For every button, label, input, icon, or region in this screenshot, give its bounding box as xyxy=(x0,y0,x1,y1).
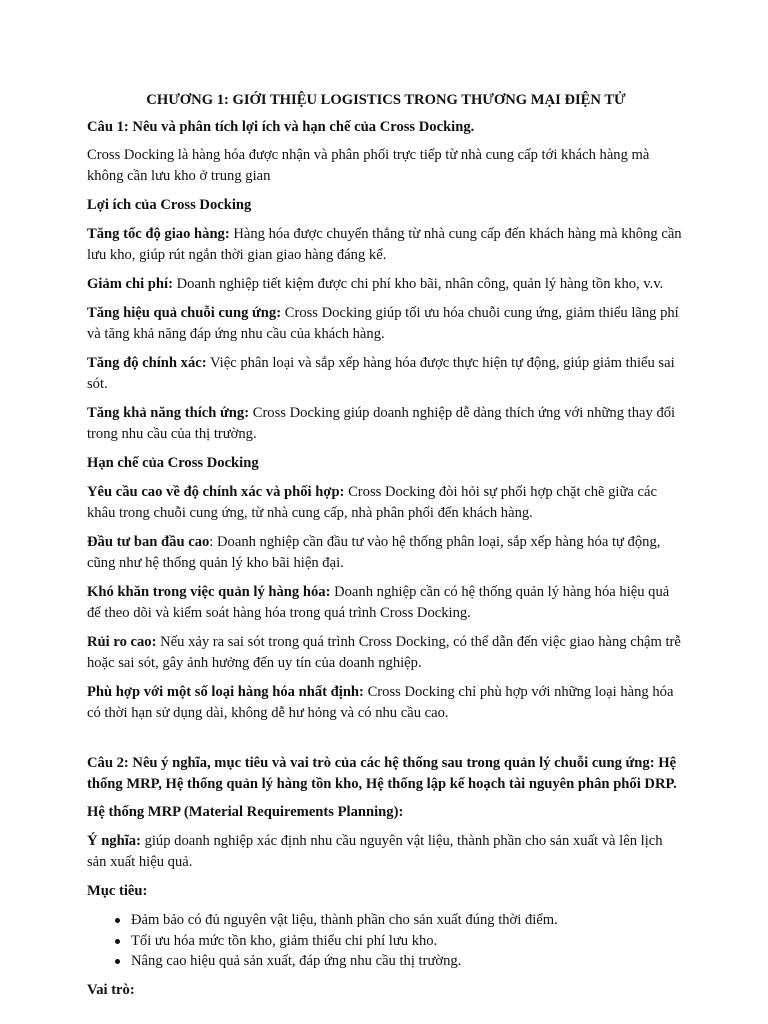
benefit-text: Việc phân loại và sắp xếp hàng hóa được thực hiện tự động, giúp giảm thiểu sai sót. xyxy=(87,355,675,392)
paragraph-spacer xyxy=(87,732,685,753)
meaning-text: giúp doanh nghiệp xác định nhu cầu nguyên vật liệu, thành phần cho sản xuất và lên lịch sản xuất hiệu quả. xyxy=(87,833,663,870)
cross-docking-definition: Cross Docking là hàng hóa được nhận và phân phối trực tiếp từ nhà cung cấp tới khách hàng mà không cần lưu kho ở trung gian xyxy=(87,147,650,184)
limitation-item xyxy=(87,482,685,524)
question-1-heading: Câu 1: Nêu và phân tích lợi ích và hạn chế của Cross Docking. xyxy=(87,119,475,135)
benefit-item xyxy=(87,224,685,266)
limitation-item xyxy=(87,632,685,674)
list-item xyxy=(87,910,685,931)
limitation-item xyxy=(87,532,685,574)
benefit-term: Tăng độ chính xác: xyxy=(87,355,207,371)
limitation-term: Đầu tư ban đầu cao xyxy=(87,534,210,550)
mrp-meaning xyxy=(87,831,685,873)
benefit-term: Tăng tốc độ giao hàng: xyxy=(87,226,230,242)
benefit-term: Tăng khả năng thích ứng: xyxy=(87,405,250,421)
benefit-text: Cross Docking giúp doanh nghiệp dễ dàng thích ứng với những thay đổi trong nhu cầu của thị trường. xyxy=(87,405,676,442)
goal-text: Nâng cao hiệu quả sản xuất, đáp ứng nhu cầu thị trường. xyxy=(131,953,462,969)
benefit-item xyxy=(87,353,685,395)
role-heading: Vai trò: xyxy=(87,981,135,998)
goals-heading: Mục tiêu: xyxy=(87,883,148,899)
chapter-title: CHƯƠNG 1: GIỚI THIỆU LOGISTICS TRONG THƯƠNG MẠI ĐIỆN TỬ xyxy=(146,92,626,108)
bullet-icon xyxy=(115,918,120,923)
limitation-text: Nếu xảy ra sai sót trong quá trình Cross Docking, có thể dẫn đến việc giao hàng chậm trễ hoặc sai sót, gây ảnh hưởng đến uy tín của doanh nghiệp. xyxy=(87,634,681,671)
benefit-item xyxy=(87,403,685,445)
question-2-heading: Câu 2: Nêu ý nghĩa, mục tiêu và vai trò của các hệ thống sau trong quản lý chuỗi cung ứng: Hệ thống MRP, Hệ thống quản lý hàng tồn kho, Hệ thống lập kế hoạch tài nguyên phân phối DRP. xyxy=(87,755,677,792)
limitation-term: Yêu cầu cao về độ chính xác và phối hợp: xyxy=(87,484,345,500)
benefit-text: Doanh nghiệp tiết kiệm được chi phí kho bãi, nhân công, quản lý hàng tồn kho, v.v. xyxy=(172,276,664,292)
goals-list xyxy=(87,910,685,972)
limitation-text: Cross Docking đòi hỏi sự phối hợp chặt chẽ giữa các khâu trong chuỗi cung ứng, từ nhà cung cấp, nhà phân phối đến khách hàng. xyxy=(87,484,657,521)
list-item xyxy=(87,931,685,952)
limitation-text: Doanh nghiệp cần có hệ thống quản lý hàng hóa hiệu quả để theo dõi và kiểm soát hàng hóa trong quá trình Cross Docking. xyxy=(87,584,670,621)
benefit-item xyxy=(87,274,685,295)
benefit-term: Tăng hiệu quả chuỗi cung ứng: xyxy=(87,305,282,321)
list-item xyxy=(87,951,685,972)
limitation-item xyxy=(87,682,685,724)
limitations-heading: Hạn chế của Cross Docking xyxy=(87,455,259,471)
document-page xyxy=(87,90,685,1009)
bullet-icon xyxy=(115,959,120,964)
goal-text: Tối ưu hóa mức tồn kho, giảm thiểu chi phí lưu kho. xyxy=(131,932,438,949)
limitation-term: Rủi ro cao: xyxy=(87,634,157,650)
mrp-heading: Hệ thống MRP (Material Requirements Planning): xyxy=(87,804,404,820)
meaning-term: Ý nghĩa: xyxy=(87,833,141,849)
benefit-term: Giảm chi phí: xyxy=(87,276,173,292)
benefit-text: Hàng hóa được chuyển thẳng từ nhà cung cấp đến khách hàng mà không cần lưu kho, giúp rút ngắn thời gian giao hàng đáng kể. xyxy=(87,226,682,263)
benefit-item xyxy=(87,303,685,345)
goal-text: Đảm bảo có đủ nguyên vật liệu, thành phần cho sản xuất đúng thời điểm. xyxy=(131,912,558,928)
limitation-text: : Doanh nghiệp cần đầu tư vào hệ thống phân loại, sắp xếp hàng hóa tự động, cũng như hệ thống quản lý kho bãi hiện đại. xyxy=(87,534,661,571)
limitation-item xyxy=(87,582,685,624)
limitation-term: Phù hợp với một số loại hàng hóa nhất định: xyxy=(87,684,364,700)
benefit-text: Cross Docking giúp tối ưu hóa chuỗi cung ứng, giảm thiểu lãng phí và tăng khả năng đáp ứng nhu cầu của khách hàng. xyxy=(87,305,679,342)
benefits-heading: Lợi ích của Cross Docking xyxy=(87,197,252,213)
limitation-term: Khó khăn trong việc quản lý hàng hóa: xyxy=(87,584,331,600)
limitation-text: Cross Docking chỉ phù hợp với những loại hàng hóa có thời hạn sử dụng dài, không dễ hư hỏng và có nhu cầu cao. xyxy=(87,684,674,721)
bullet-icon xyxy=(115,939,120,944)
